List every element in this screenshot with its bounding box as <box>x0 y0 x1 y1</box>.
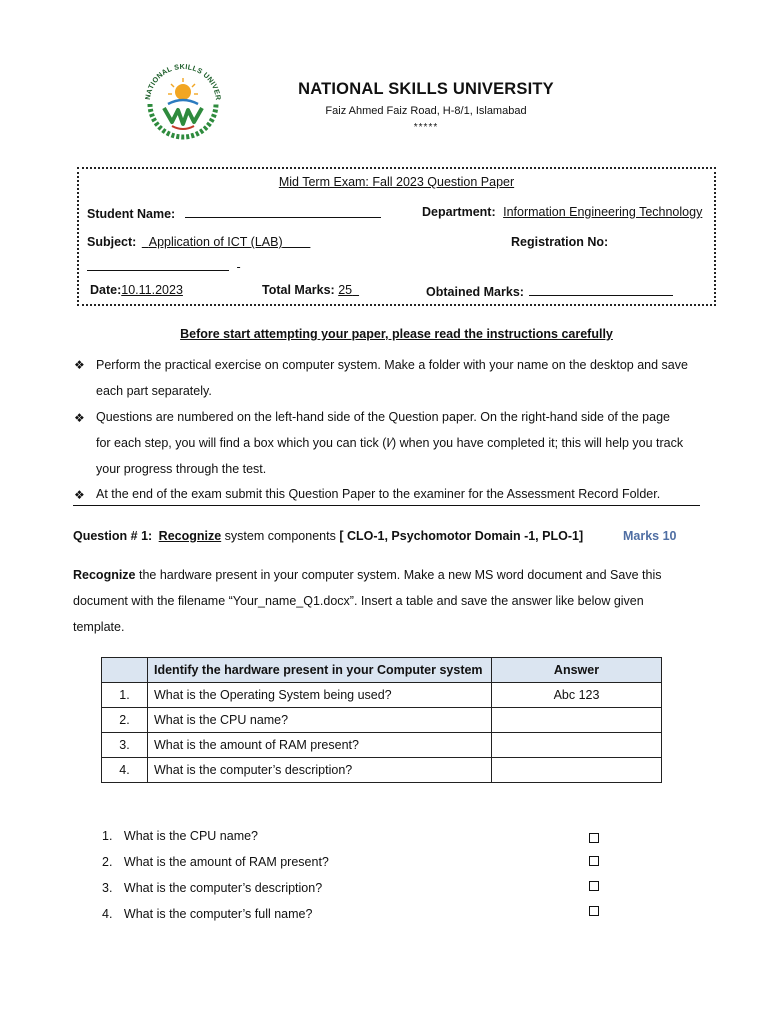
instruction-line: At the end of the exam submit this Question Paper to the examiner for the Assessment Record Folder. <box>96 487 661 501</box>
row-answer[interactable] <box>492 733 662 758</box>
checkbox[interactable] <box>589 906 599 916</box>
body-line: template. <box>73 620 125 634</box>
instruction-item-3 <box>96 481 716 507</box>
table-row <box>102 733 662 758</box>
instructions-heading: Before start attempting your paper, please read the instructions carefully <box>180 327 613 341</box>
registration-row <box>87 258 241 274</box>
registration-label: Registration No: <box>511 235 609 249</box>
department-value: Information Engineering Technology <box>503 205 703 219</box>
student-name-label: Student Name: <box>87 207 176 221</box>
checklist-item-2 <box>102 855 329 869</box>
question-1-heading <box>73 529 583 543</box>
instruction-line: Questions are numbered on the left-hand side of the Question paper. On the right-hand side of the page <box>96 410 670 424</box>
department-label: Department: <box>422 205 496 219</box>
row-question: What is the CPU name? <box>148 708 492 733</box>
table-header-row <box>102 658 662 683</box>
obtained-marks-row <box>426 283 673 299</box>
question-topic: system components <box>224 529 336 543</box>
question-number: Question # 1: <box>73 529 153 543</box>
body-keyword: Recognize <box>73 568 136 582</box>
row-answer[interactable] <box>492 758 662 783</box>
subject-value: Application of ICT (LAB) <box>148 235 283 249</box>
university-address: Faiz Ahmed Faiz Road, H-8/1, Islamabad <box>325 105 527 117</box>
checklist-number: 4. <box>102 907 113 921</box>
instruction-line: each part separately. <box>96 384 212 398</box>
checklist-item-1 <box>102 829 258 843</box>
instruction-item-1 <box>96 352 716 404</box>
question-marks: Marks 10 <box>623 529 677 543</box>
checkbox[interactable] <box>589 881 599 891</box>
row-question: What is the Operating System being used? <box>148 683 492 708</box>
checklist-text: What is the amount of RAM present? <box>123 855 329 869</box>
bullet-icon: ❖ <box>74 411 85 425</box>
question-keyword: Recognize <box>158 529 222 543</box>
bullet-icon: ❖ <box>74 488 85 502</box>
instruction-item-2 <box>96 404 716 482</box>
table-row <box>102 758 662 783</box>
checklist-number: 2. <box>102 855 113 869</box>
instruction-line: for each step, you will find a box which you can tick (I⁄) when you have completed it; this will help you track <box>96 436 684 450</box>
row-question: What is the computer’s description? <box>148 758 492 783</box>
question-outcome: [ CLO-1, Psychomotor Domain -1, PLO-1] <box>339 529 584 543</box>
checklist-item-4 <box>102 907 312 921</box>
total-marks-label: Total Marks: <box>262 283 335 297</box>
row-question: What is the amount of RAM present? <box>148 733 492 758</box>
checklist-number: 3. <box>102 881 113 895</box>
table-header-cell <box>102 658 148 683</box>
bullet-icon: ❖ <box>74 358 85 372</box>
date-label: Date: <box>90 283 122 297</box>
table-row <box>102 683 662 708</box>
checklist-text: What is the computer’s full name? <box>123 907 313 921</box>
date-row <box>90 283 183 297</box>
registration-tail: - <box>236 260 241 274</box>
body-line: document with the filename “Your_name_Q1.docx”. Insert a table and save the answer like below given <box>73 594 644 608</box>
checklist-text: What is the CPU name? <box>123 829 259 843</box>
student-name-row <box>87 205 381 221</box>
total-marks-value: 25 <box>338 283 353 297</box>
instruction-line: your progress through the test. <box>96 462 267 476</box>
body-line: the hardware present in your computer system. Make a new MS word document and Save this <box>139 568 662 582</box>
checklist-text: What is the computer’s description? <box>123 881 323 895</box>
row-answer[interactable] <box>492 708 662 733</box>
university-name: NATIONAL SKILLS UNIVERSITY <box>298 80 554 98</box>
row-answer[interactable]: Abc 123 <box>492 683 662 708</box>
exam-title: Mid Term Exam: Fall 2023 Question Paper <box>278 175 515 189</box>
row-number: 1. <box>102 683 148 708</box>
row-number: 2. <box>102 708 148 733</box>
table-header-cell: Identify the hardware present in your Computer system <box>148 658 492 683</box>
student-name-blank[interactable] <box>185 205 381 218</box>
subject-row <box>87 235 310 249</box>
registration-blank[interactable] <box>87 258 229 271</box>
row-number: 4. <box>102 758 148 783</box>
checkbox[interactable] <box>589 856 599 866</box>
subject-label: Subject: <box>87 235 137 249</box>
logo-text: NATIONAL SKILLS UNIVER <box>143 61 224 101</box>
obtained-marks-label: Obtained Marks: <box>426 285 524 299</box>
table-header-cell: Answer <box>492 658 662 683</box>
obtained-marks-blank[interactable] <box>529 283 673 296</box>
total-marks-row <box>262 283 359 297</box>
question-1-body <box>73 562 713 640</box>
instruction-line: Perform the practical exercise on computer system. Make a folder with your name on the desktop and save <box>96 358 688 372</box>
hardware-table <box>101 657 662 783</box>
divider <box>73 505 700 506</box>
checklist-number: 1. <box>102 829 113 843</box>
department-row <box>422 205 702 219</box>
checkbox[interactable] <box>589 833 599 843</box>
date-value: 10.11.2023 <box>121 283 183 297</box>
row-number: 3. <box>102 733 148 758</box>
checklist-item-3 <box>102 881 322 895</box>
table-row <box>102 708 662 733</box>
header-stars: ***** <box>413 122 439 133</box>
